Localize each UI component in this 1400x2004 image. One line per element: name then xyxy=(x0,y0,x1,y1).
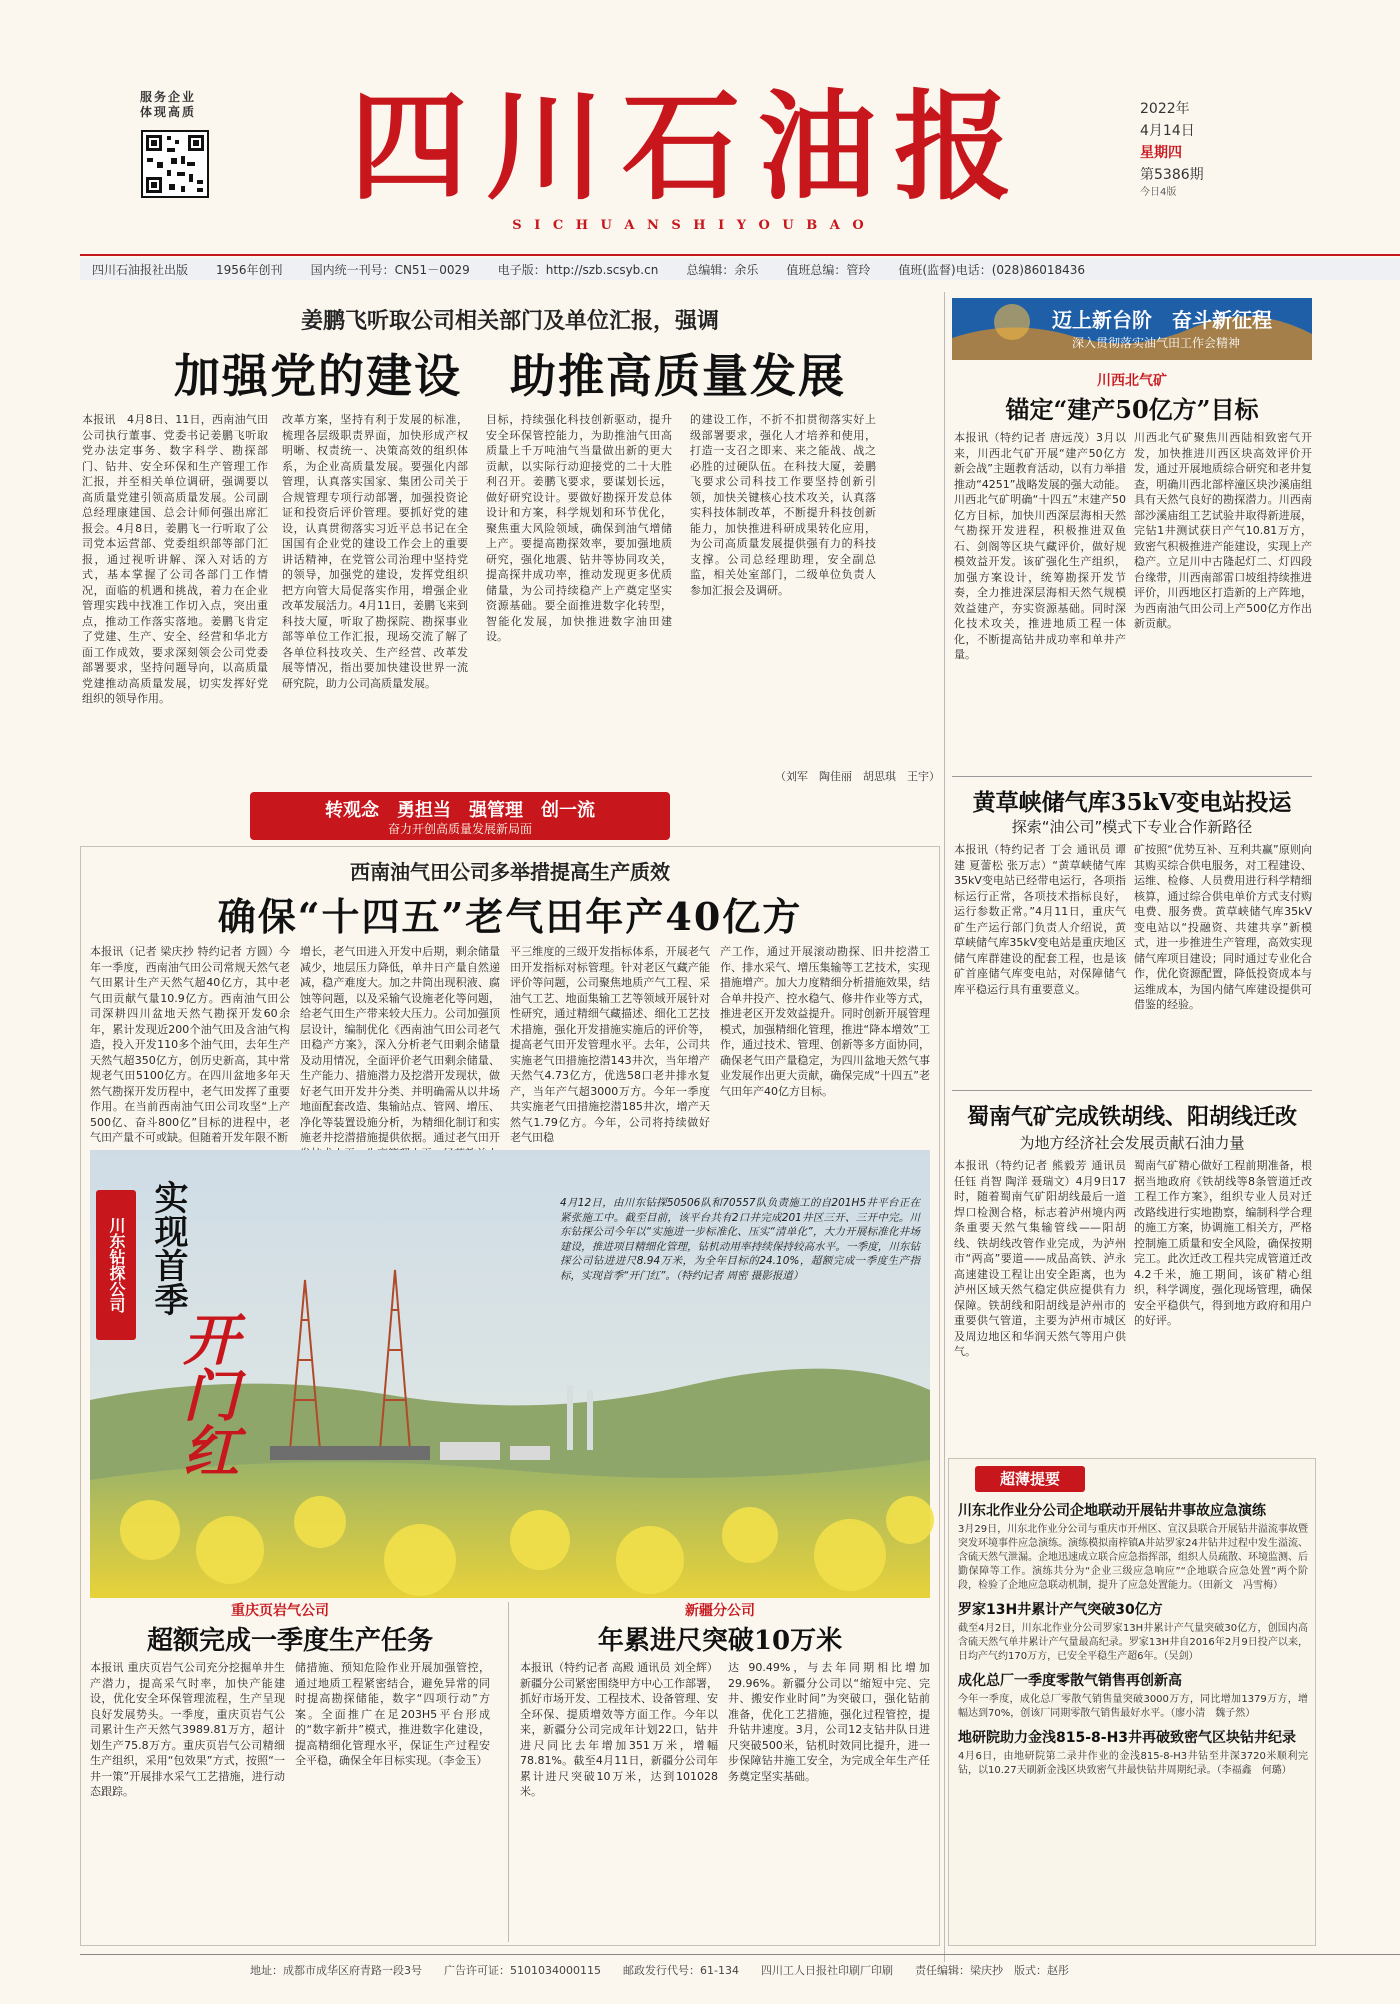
weekday: 星期四 xyxy=(1140,145,1182,161)
xinjiang-col-1: 本报讯（特约记者 高殿 通讯员 刘全辉）新疆分公司紧密围绕甲方中心工作部署，抓好市场开发、工程技术、设备管理、安全环保、提质增效等方面工作。今年以来，新疆分公司完成年计划22口，钻井进尺同比去年增加351万米，增幅78.81%。截至4月11日，新疆分公司年累计进尺突破10万米，达到101028米。 xyxy=(520,1661,718,1798)
second-col-1: 本报讯（记者 梁庆抄 特约记者 方圆）今年一季度，西南油气田公司常规天然气老气田累计生产天然气超40亿方，其中老气田贡献气量10.9亿方。西南油气田公司深耕四川盆地天然气勘探开发60余年，累计发现近200个油气田及含油气构造，投入开发110多个油气田，去年生产天然气超350亿方，创历史新高，其中常规老气田5100亿方。在四川盆地多年天然气勘探开发历程中，老气田发挥了重要作用。在当前西南油气田公司攻坚“上产500亿、奋斗800亿”目标的进程中，老气田产量不可或缺。但随着开发年限不断 xyxy=(90,945,290,1144)
masthead-rule xyxy=(80,254,1400,256)
right-banner xyxy=(952,298,1312,360)
xinjiang-col-2: 达 90.49%，与去年同期相比增加 29.96%。新疆分公司以“缩短中完、完井、搬安作业时间”为突破口，强化钻前准备，优化工艺措施，强化过程管控，提升钻井速度。3月，公司12支钻井队日进尺突破500米，钻机时效同比提升，进一步保障钻井施工安全，为完成全年生产任务奠定坚实基础。 xyxy=(728,1661,930,1783)
lead-subtitle: 姜鹏飞听取公司相关部门及单位汇报，强调 xyxy=(300,308,719,334)
date-year: 2022年 xyxy=(1140,101,1190,117)
right-rule-2 xyxy=(952,1090,1312,1091)
lead-col-2: 改革方案，坚持有利于发展的标准，梳理各层级职责界面，加快形成产权明晰、权责统一、决策高效的组织体系，为企业高质量发展。要强化内部管理，认真落实国家、集团公司关于合规管理专项行动部署，加强投资论证和投资后评价管理。要抓好党的建设，认真贯彻落实习近平总书记在全国国有企业党的建设工作会上的重要讲话精神，在党管公司治理中坚持党的领导，加强党的建设，发挥党组织把方向管大局促落实作用，增强企业改革发展活力。4月11日，姜鹏飞来到科技大厦，听取了勘探院、勘探事业部等单位工作汇报，现场交流了解了各单位科技攻关、生产经营、改革发展等情况，指出要加快建设世界一流研究院，助力公司高质量发展。 xyxy=(282,413,468,690)
founded-year: 1956年创刊 xyxy=(216,262,283,277)
xinjiang-title: 年累进尺突破10万米 xyxy=(597,1626,843,1656)
huangcaoxia-col-1: 本报讯（特约记者 丁会 通讯员 谭建 夏蕾松 张万志）“黄草峡储气库35kV变电站已经带电运行，各项指标运行正常，各项技术指标良好，运行参数正常。”4月11日，重庆气矿生产运行部门负责人介绍说，黄草峡储气库35kV变电站是重庆地区储气库群建设的配套工程，也是该矿首座储气库变电站，对保障储气库平稳运行具有重要意义。 xyxy=(954,843,1126,996)
lead-byline: （刘军 陶佳丽 胡思琪 王宇） xyxy=(775,770,940,783)
masthead xyxy=(0,0,1399,250)
page-count: 今日4版 xyxy=(1140,187,1177,198)
right-column-divider xyxy=(944,292,945,1962)
lead-col-1: 本报讯 4月8日、11日，西南油气田公司执行董事、党委书记姜鹏飞听取党办法定事务、数字科学、勘探部门、钻井、安全环保和生产管理工作汇报，并至相关单位调研，强调要以高质量党建引领高质量发展。公司副总经理康建国、总会计师何强出席汇报会。4月8日，姜鹏飞一行听取了公司党本运营部、党委组织部等部门汇报，通过视听讲解、深入对话的方式，基本掌握了公司各部门工作情况，面临的机遇和挑战，着力在企业管理实践中找准工作切入点，突出重点，推动工作落实落地。姜鹏飞肯定了党建、生产、安全、经营和华北方面工作成效，要求深刻领会公司党委部署要求，坚持问题导向，以高质量党建推动高质量发展，切实发挥好党组织的领导作用。 xyxy=(82,413,268,705)
footer-rule xyxy=(80,1954,1400,1955)
issue-number: 第5386期 xyxy=(1140,167,1204,183)
briefs-list xyxy=(958,1500,1308,1940)
footer-postal-code: 邮政发行代号：61-134 xyxy=(622,1964,739,1977)
footer-address: 地址：成都市成华区府青路一段3号 xyxy=(250,1964,422,1977)
photo-headline-b: 开门红 xyxy=(174,1310,240,1478)
slogan-line-2: 体现高质 xyxy=(140,105,197,119)
shunan-subtitle: 为地方经济社会发展贡献石油力量 xyxy=(1019,1134,1245,1152)
huangcaoxia-col-2: 矿按照“优势互补、互利共赢”原则向其购买综合供电服务，对工程建设、运维、检修、人员费用进行科学精细核算，通过综合供电单价方式支付购电费、服务费。黄草峡储气库35kV变电站以“投融资、共建共享”新模式，进一步推进生产管理，高效实现储气库项目建设；同时通过专业化合作，优化资源配置，降低投资成本与运维成本，为国内储气库建设提供可借鉴的经验。 xyxy=(1134,843,1312,1011)
brief-item xyxy=(958,1670,1308,1721)
footer xyxy=(250,1960,1250,1980)
banner-slogan: 转观念 勇担当 强管理 创一流 xyxy=(325,800,595,821)
publisher: 四川石油报社出版 xyxy=(92,262,189,277)
second-subtitle: 西南油气田公司多举措提高生产质效 xyxy=(350,860,670,884)
brief-body: 3月29日，川东北作业分公司与重庆市开州区、宣汉县联合开展钻井溢流事故暨突发环境事件应急演练。演练模拟南梓镇A井站罗家24井钻井过程中发生溢流、含硫天然气泄漏。企地迅速成立联合应急指挥部，组织人员疏散、环境监测、后勤保障等工作。演练共分为“企业三级应急响应”“企地联合应急处置”两个阶段，检验了企地应急联动机制，提升了应急处置能力。（田新文 冯雪梅） xyxy=(958,1524,1308,1591)
footer-ad-license: 广告许可证：5101034000115 xyxy=(444,1964,601,1977)
date-box xyxy=(1140,98,1250,200)
chongqing-tag: 重庆页岩气公司 xyxy=(231,1603,329,1619)
lead-col-3: 目标，持续强化科技创新驱动，提升安全环保管控能力，为助推油气田高质量上千万吨油气当量做出新的更大贡献，以实际行动迎接党的二十大胜利召开。姜鹏飞要求，要谋划长远，做好研究设计。要做好勘探开发总体设计和方案，科学规划和环节优化，聚焦重大风险领域，确保到油气增储上产。要提高勘探效率，要加强地质研究，强化地震、钻井等协同攻关，提高探井成功率，推动发现更多优质储量，为公司持续稳产上产奠定坚实资源基础。要全面推进数字化转型，智能化发展，加快推进数字油田建设。 xyxy=(486,413,672,643)
duty-editor: 值班总编：管玲 xyxy=(786,262,871,277)
paper-pinyin: S I C H U A N S H I Y O U B A O xyxy=(512,218,868,233)
chuanxibei-col-2: 川西北气矿聚焦川西陆相致密气开发，加快推进川西区块高效评价开发，通过开展地质综合研究和老井复查，明确川西北部梓潼区块沙溪庙组具有天然气良好的勘探潜力。川西南部沙溪庙组工艺试验井取得新进展，完钻1井测试获日产气10.81万方，致密气积极推进产能建设，实现上产稳产。立足川中古隆起灯二、灯四段台缘带，川西南部雷口坡组持续推进评价，川西地区打造新的上产阵地，为西南油气田公司上产500亿方作出新贡献。 xyxy=(1134,431,1312,630)
brief-item xyxy=(958,1599,1308,1664)
chongqing-col-1: 本报讯 重庆页岩气公司充分挖掘单井生产潜力，提高采气时率，加快产能建设，优化安全环保管理流程，生产呈现良好发展势头。一季度，重庆页岩气公司累计生产天然气3989.81万方，超计划生产75.8万方。重庆页岩气公司精细生产组织，采用“包效果”方式，按照“一井一策”开展排水采气工艺措施，进行动态跟踪。 xyxy=(90,1661,285,1798)
xinjiang-tag: 新疆分公司 xyxy=(685,1603,755,1619)
qr-code[interactable] xyxy=(141,130,209,198)
shunan-col-2: 蜀南气矿精心做好工程前期准备，根据当地政府《铁胡线等8条管道迁改工程工作方案》，组织专业人员对迁改路线进行实地勘察，编制科学合理的施工方案，协调施工相关方，严格控制施工质量和安全风险，确保按期完工。此次迁改工程共完成管道迁改4.2千米，施工期间，该矿精心组织，科学调度，强化现场管理，确保安全平稳供气，得到地方政府和用户的好评。 xyxy=(1134,1159,1312,1327)
second-col-3: 平三维度的三级开发指标体系，开展老气田开发指标对标管理。针对老区气藏产能评价等问题，公司聚焦地质产气工程、采油气工艺、地面集输工艺等领域开展针对性研究，通过精细气藏描述、细化工艺技术措施，强化开发措施实施后的评价等，提高老气田开发管理水平。去年，公司共实施老气田措施挖潜143井次，当年增产天然气4.73亿方，优选58口老井排水复产，当年产气超3000万方。今年一季度共实施老气田措施挖潜185井次，增产天然气1.79亿方。今年，公司将持续做好老气田稳 xyxy=(510,945,710,1144)
paper-title: 四川石油报 xyxy=(349,77,1030,216)
right-banner-title: 迈上新台阶 奋斗新征程 xyxy=(1052,308,1272,332)
brief-body: 4月6日，由地研院第二录井作业的金浅815-8-H3井钻至井深3720米顺利完钻，以10.27天刷新金浅区块致密气井最快钻井周期纪录。（李福鑫 何璐） xyxy=(958,1751,1308,1776)
banner-subline: 奋力开创高质量发展新局面 xyxy=(387,822,532,836)
chuanxibei-col-1: 本报讯（特约记者 唐远茂）3月以来，川西北气矿开展“建产50亿方新会战”主题教育活动，以有力举措推动“4251”战略发展的强大动能。川西北气矿明确“十四五”末建产50亿方目标，加快川西深层海相天然气勘探开发进程，积极推进双鱼石、剑阁等区块气藏评价，做好规模效益开发。该矿强化生产组织，加强方案设计，统筹勘探开发节奏，全力推进深层海相天然气规模效益建产，夯实资源基础。同时深化技术攻关，推进地质工程一体化，不断提高钻井成功率和单井产量。 xyxy=(954,431,1126,661)
brief-body: 截至4月2日，川东北作业分公司罗家13H井累计产气量突破30亿方，创国内高含硫天然气单井累计产气量最高纪录。罗家13H井自2016年2月9日投产以来，日均产气约170万方，已安全平稳生产超6年。（吴剑） xyxy=(958,1623,1308,1662)
footer-editor: 责任编辑：梁庆抄 版式：赵彤 xyxy=(914,1964,1069,1977)
right-rule-1 xyxy=(952,776,1312,777)
date-month-day: 4月14日 xyxy=(1140,123,1195,139)
photo-headline-a: 实现首季 xyxy=(148,1180,188,1316)
right-banner-subtitle: 深入贯彻落实油气田工作会精神 xyxy=(1072,336,1241,350)
chongqing-col-2: 储措施、预知危险作业开展加强管控，通过地质工程紧密结合，避免异常的同时提高勘探储能，数字“四项行动”方案。全面推广在足203H5平台形成的“数字新井”模式，推进数字化建设，提高精细化管理水平，保证生产过程安全平稳，确保全年目标实现。（李金玉） xyxy=(295,1661,490,1767)
editor-in-chief: 总编辑：余乐 xyxy=(686,262,759,277)
second-col-4: 产工作，通过开展滚动勘探、旧井挖潜工作、排水采气、增压集输等工艺技术，实现措施增产。加大力度精细分析措施效果，结合单井投产、控水稳气、修井作业等方式，推进老区开发效益提升。同时创新开展管理模式，加强精细化管理，推进“降本增效”工作，通过技术、管理、创新等多方面协同，确保老气田产量稳定，为四川盆地天然气事业发展作出更大贡献，确保完成“十四五”老气田年产40亿方目标。 xyxy=(720,945,930,1098)
e-edition-link[interactable]: 电子版：http://szb.scsyb.cn xyxy=(497,262,659,277)
lead-col-4: 的建设工作，不折不扣贯彻落实好上级部署要求，强化人才培养和使用，打造一支召之即来、来之能战、战之必胜的过硬队伍。在科技大厦，姜鹏飞要求公司科技工作要坚持创新引领，加快关键核心技术攻关，认真落实科技体制改革，不断提升科技创新能力，加快推进科研成果转化应用，为公司高质量发展提供强有力的科技支撑。公司总经理助理，安全副总监，相关处室部门，二级单位负责人参加汇报会及调研。 xyxy=(690,413,876,597)
slogan-line-1: 服务企业 xyxy=(140,90,197,104)
huangcaoxia-title: 黄草峡储气库35kV变电站投运 xyxy=(972,789,1292,816)
hotline: 值班(监督)电话：(028)86018436 xyxy=(898,262,1086,277)
slogan-block xyxy=(140,90,220,120)
briefs-header: 超薄提要 xyxy=(975,1466,1085,1492)
chongqing-title: 超额完成一季度生产任务 xyxy=(146,1626,433,1656)
chuanxibei-title: 锚定“建产50亿方”目标 xyxy=(1005,395,1259,424)
second-col-2: 增长，老气田进入开发中后期，剩余储量减少，地层压力降低，单井日产量自然递减，稳产难度大。加之井筒出现积液、腐蚀等问题，以及采输气设施老化等问题，给老气田生产带来较大压力。公司加强顶层设计，编制优化《西南油气田公司老气田稳产方案》，深入分析老气田剩余储量及动用情况，全面评价老气田剩余储量、生产能力、措施潜力及挖潜开发现状，做好老气田开发井分类、并明确需从以井场地面配套改造、集输站点、管网、增压、净化等装置设施分析，为精细化制订和实施老井挖潜措施提供依据。通过老气田开 xyxy=(300,945,500,1144)
bottom-divider xyxy=(508,1602,509,1942)
photo-vertical-tag: 川东钻探公司 xyxy=(96,1190,136,1340)
cn-number: 国内统一刊号：CN51－0029 xyxy=(310,262,470,277)
brief-item xyxy=(958,1500,1308,1593)
second-title: 确保“十四五”老气田年产40亿方 xyxy=(217,894,803,939)
info-bar xyxy=(80,258,1400,280)
brief-title: 罗家13H井累计产气突破30亿方 xyxy=(958,1602,1163,1618)
brief-body: 今年一季度，成化总厂零散气销售量突破3000万方，同比增加1379万方，增幅达到70%，创该厂同期零散气销售最好水平。（廖小清 魏子然） xyxy=(958,1694,1308,1719)
brief-item xyxy=(958,1727,1308,1778)
section-banner xyxy=(250,792,670,840)
brief-title: 成化总厂一季度零散气销售再创新高 xyxy=(958,1673,1182,1689)
photo-caption: 4月12日，由川东钻探50506队和70557队负责施工的自201H5井平台正在紧张施工中。截至目前，该平台共有2口井完成201井区三开、三开中完。川东钻探公司今年以“实施进一步标准化、压实“清单化”，大力开展标准化井场建设，推进项目精细化管理，钻机动用率持续保持较高水平。一季度，川东钻探公司钻进进尺8.94万米，为全年目标的24.10%，超额完成一季度生产指标，实现首季“开门红”。（特约记者 周密 摄影报道） xyxy=(560,1197,920,1282)
shunan-col-1: 本报讯（特约记者 熊毅芳 通讯员 任钰 肖智 陶洋 聂瑞文）4月9日17时，随着蜀南气矿阳胡线最后一道焊口检测合格，标志着泸州境内两条重要天然气集输管线——阳胡线、铁胡线改管作业完成，为泸州市“两高”要道——成品高铁、泸永高速建设工程让出安全距离，也为泸州区域天然气稳定供应提供有力保障。铁胡线和阳胡线是泸州市的重要供气管道，主要为泸州市城区及周边地区和华润天然气等用户供气。 xyxy=(954,1159,1126,1358)
shunan-title: 蜀南气矿完成铁胡线、阳胡线迁改 xyxy=(966,1104,1297,1130)
lead-title: 加强党的建设 助推高质量发展 xyxy=(174,349,846,403)
chuanxibei-tag: 川西北气矿 xyxy=(1097,373,1167,389)
footer-printer: 四川工人日报社印刷厂印刷 xyxy=(760,1964,893,1977)
brief-title: 川东北作业分公司企地联动开展钻井事故应急演练 xyxy=(958,1503,1266,1519)
huangcaoxia-subtitle: 探索“油公司”模式下专业合作新路径 xyxy=(1011,818,1253,836)
brief-title: 地研院助力金浅815-8-H3井再破致密气区块钻井纪录 xyxy=(958,1730,1297,1746)
